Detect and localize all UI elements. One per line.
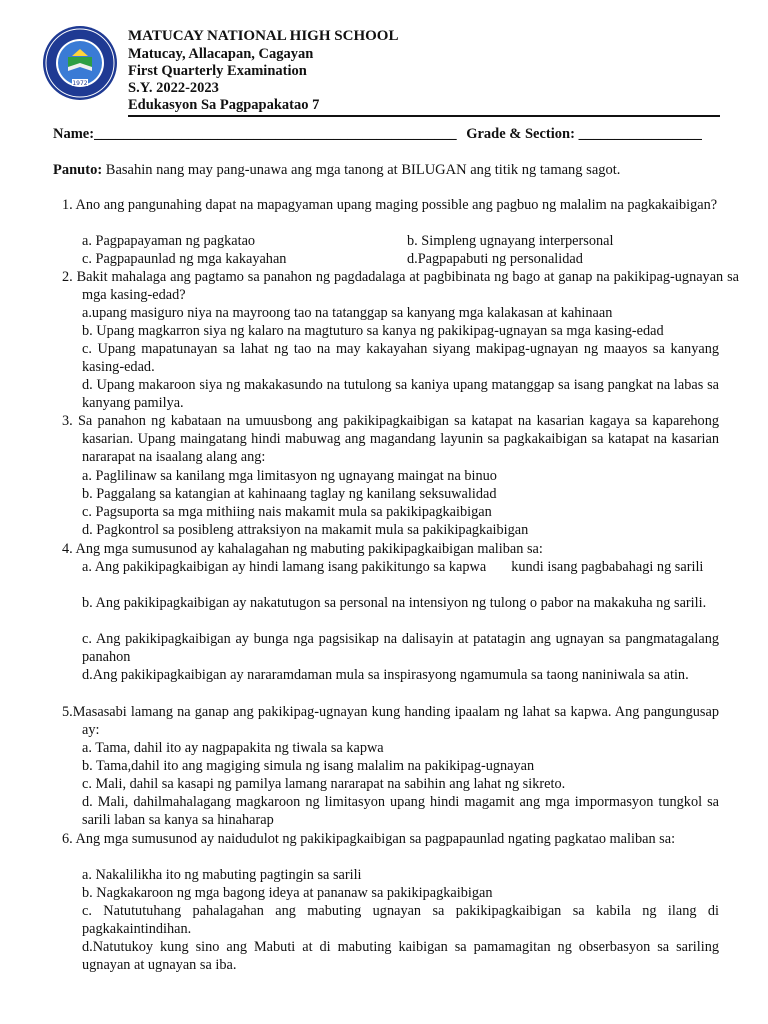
school-address: Matucay, Allacapan, Cagayan	[128, 46, 314, 62]
name-label: Name:	[53, 126, 95, 142]
question-stem: 1. Ano ang pangunahing dapat na mapagyaman upang maging possible ang pagbuo ng malalim na pagkakaibigan?	[62, 197, 718, 213]
choice-a[interactable]: a. Nakalilikha ito ng mabuting pagtingin sa sarili	[82, 867, 362, 883]
choice-c[interactable]: c. Natututuhang pahalagahan ang mabuting ugnayan sa pakikipagkaibigan sa kabila ng ilang di pagkakaintindihan.	[82, 903, 719, 937]
choice-d[interactable]: d.Natutukoy kung sino ang Mabuti at di mabuting kaibigan sa pamamagitan ng obserbasyon sa sariling ugnayan at ugnayan sa iba.	[82, 939, 719, 973]
choice-a[interactable]: a. Pagpapayaman ng pagkatao	[82, 233, 256, 249]
school-year: S.Y. 2022-2023	[128, 80, 219, 96]
choice-b[interactable]: b. Nagkakaroon ng mga bagong ideya at pananaw sa pakikipagkaibigan	[82, 885, 493, 901]
choice-b[interactable]: b. Ang pakikipagkaibigan ay nakatutugon sa personal na intensiyon ng tulong o pabor na makakuha ng sarili.	[82, 595, 707, 611]
choice-c[interactable]: c. Pagpapaunlad ng mga kakayahan	[82, 251, 287, 267]
choice-c[interactable]: c. Pagsuporta sa mga mithiing nais makamit mula sa pakikipagkaibigan	[82, 504, 492, 520]
grade-section-label: Grade & Section:	[466, 126, 575, 142]
instructions-text: Basahin nang may pang-unawa ang mga tanong at BILUGAN ang titik ng tamang sagot.	[102, 162, 621, 178]
seal-year-text: 1972	[72, 80, 88, 87]
exam-title: First Quarterly Examination	[128, 63, 307, 79]
choice-a[interactable]: a.upang masiguro niya na mayroong tao na tatanggap sa kanyang mga kalakasan at kahinaan	[82, 305, 613, 321]
choice-d[interactable]: d. Mali, dahilmahalagang magkaroon ng limitasyon upang hindi magamit ang mga impormasyon tungkol sa sarili laban sa kanya sa hinaharap	[82, 794, 719, 828]
school-seal-icon	[42, 25, 118, 101]
choice-d[interactable]: d.Ang pakikipagkaibigan ay nararamdaman mula sa inspirasyong ngamumula sa taong naniniwala sa atin.	[82, 667, 689, 683]
instructions	[53, 162, 620, 179]
choice-c[interactable]: c. Ang pakikipagkaibigan ay bunga nga pagsisikap na dalisayin at patatagin ang ugnayan sa pangmatagalang panahon	[82, 631, 719, 665]
school-seal-logo	[42, 25, 118, 101]
choice-c[interactable]: c. Upang mapatunayan sa lahat ng tao na may kakayahan siyang makipag-ugnayan ng maayos sa kanyang kasing-edad.	[82, 341, 719, 375]
question-stem: 6. Ang mga sumusunod ay naidudulot ng pakikipagkaibigan sa pagpapaunlad ngating pagkatao maliban sa:	[62, 831, 676, 847]
choice-a[interactable]: a. Tama, dahil ito ay nagpapakita ng tiwala sa kapwa	[82, 740, 384, 756]
header-rule	[128, 115, 720, 117]
question-stem: 5.Masasabi lamang na ganap ang pakikipag-ugnayan kung handing ipaalam ng lahat sa kapwa. Ang pangungusap ay:	[62, 704, 719, 738]
choice-c[interactable]: c. Mali, dahil sa kasapi ng pamilya lamang nararapat na sabihin ang lahat ng sikreto.	[82, 776, 566, 792]
choice-b[interactable]: b. Simpleng ugnayang interpersonal	[407, 233, 614, 249]
choice-a[interactable]: a. Ang pakikipagkaibigan ay hindi lamang isang pakikitungo sa kapwa kundi isang pagbabahagi ng sarili	[82, 559, 704, 575]
choice-b[interactable]: b. Upang magkarron siya ng kalaro na magtuturo sa kanya ng pakikipag-ugnayan sa mga kasing-edad	[82, 323, 664, 339]
question-stem: 2. Bakit mahalaga ang pagtamo sa panahon ng pagdadalaga at pagbibinata ng bago at ganap na pakikipag-ugnayan sa mga kasing-edad?	[62, 269, 739, 303]
school-name: MATUCAY NATIONAL HIGH SCHOOL	[128, 28, 399, 44]
choice-b[interactable]: b. Paggalang sa katangian at kahinaang taglay ng kanilang seksuwalidad	[82, 486, 497, 502]
name-grade-line	[53, 126, 702, 143]
name-blank[interactable]: __________________________________________________	[94, 126, 457, 142]
choice-d[interactable]: d. Pagkontrol sa posibleng attraksiyon na makamit mula sa pakikipagkaibigan	[82, 522, 529, 538]
subject-title: Edukasyon Sa Pagpapakatao 7	[128, 97, 320, 113]
choice-a[interactable]: a. Paglilinaw sa kanilang mga limitasyon ng ugnayang maingat na binuo	[82, 468, 497, 484]
question-stem: 4. Ang mga sumusunod ay kahalagahan ng mabuting pakikipagkaibigan maliban sa:	[62, 541, 543, 557]
choice-b[interactable]: b. Tama,dahil ito ang magiging simula ng isang malalim na pakikipag-ugnayan	[82, 758, 535, 774]
choice-d[interactable]: d.Pagpapabuti ng personalidad	[407, 251, 583, 267]
grade-section-blank[interactable]: _________________	[578, 126, 702, 142]
question-stem: 3. Sa panahon ng kabataan na umuusbong ang pakikipagkaibigan sa katapat na kasarian kagaya sa kaparehong kasarian. Upang maingatang hindi mabuwag ang magandang layunin sa pagkakaibigan sa katapat na kasarian nararapat na isaalang alang ang:	[62, 413, 719, 465]
choice-d[interactable]: d. Upang makaroon siya ng makakasundo na tutulong sa kaniya upang matanggap sa isang pangkat na labas sa kanyang pamilya.	[82, 377, 719, 411]
instructions-label: Panuto:	[53, 162, 103, 178]
